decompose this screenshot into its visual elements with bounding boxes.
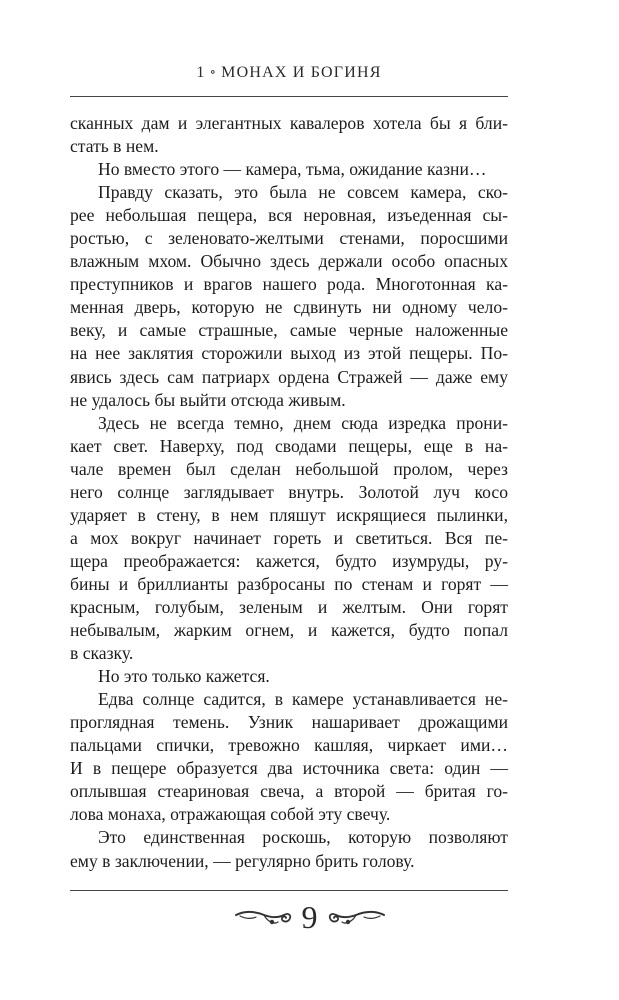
text-line: проглядная темень. Узник нашаривает дрожащими	[70, 712, 508, 733]
text-line: Едва солнце садится, в камере устанавливается не-	[98, 689, 508, 710]
running-header	[70, 64, 508, 82]
text-line: стать в нем.	[70, 136, 159, 157]
text-line: не удалось бы выйти отсюда живым.	[70, 389, 346, 410]
text-line: менная дверь, которую не сдвинуть ни одному чело-	[70, 297, 508, 318]
text-line: бины и бриллианты разбросаны по стенам и горят —	[70, 573, 508, 594]
text-line: оплывшая стеариновая свеча, а второй — бритая го-	[70, 781, 508, 802]
header-rule	[70, 96, 508, 97]
text-line: ему в заключении, — регулярно брить голову.	[70, 850, 415, 871]
text-line: Правду сказать, это была не совсем камера, ско-	[98, 182, 508, 203]
text-line: в сказку.	[70, 643, 134, 664]
text-line: преступников и врагов нашего рода. Многотонная ка-	[70, 274, 508, 295]
header-bullet: ∘	[209, 64, 218, 79]
text-line: ударяет в стену, в нем пляшут искрящиеся пылинки,	[70, 504, 508, 525]
text-line: пальцами спички, тревожно кашляя, чиркает ими…	[70, 735, 508, 756]
text-line: лова монаха, отражающая собой эту свечу.	[70, 804, 391, 825]
text-line: небывалым, жарким огнем, и кажется, будто попал	[70, 620, 508, 641]
folio	[0, 895, 619, 939]
text-line: влажным мхом. Обычно здесь держали особо опасных	[70, 251, 508, 272]
page-number: 9	[301, 899, 318, 935]
text-line: веку, и самые страшные, самые черные наложенные	[70, 320, 508, 341]
text-line: него солнце заглядывает внутрь. Золотой луч косо	[70, 481, 508, 502]
text-line: чале времен был сделан небольшой пролом, через	[70, 458, 508, 479]
body-text	[70, 112, 508, 873]
text-line: Но вместо этого — камера, тьма, ожидание казни…	[98, 159, 487, 180]
text-line: ростью, с зеленовато-желтыми стенами, поросшими	[70, 228, 508, 249]
scroll-ornament-left-icon	[234, 903, 294, 931]
text-line: а мох вокруг начинает гореть и светиться. Вся пе-	[70, 527, 508, 548]
chapter-title: МОНАХ И БОГИНЯ	[221, 64, 382, 81]
text-line: Здесь не всегда темно, днем сюда изредка прони-	[98, 412, 508, 433]
text-line: щера преображается: кажется, будто изумруды, ру-	[70, 550, 508, 571]
text-line: Это единственная роскошь, которую позволяют	[98, 827, 508, 848]
text-line: Но это только кажется.	[98, 666, 270, 687]
text-line: явись здесь сам патриарх ордена Стражей — даже ему	[70, 366, 508, 387]
text-line: сканных дам и элегантных кавалеров хотела бы я бли-	[70, 113, 508, 133]
text-line: кает свет. Наверху, под сводами пещеры, еще в на-	[70, 435, 508, 456]
scroll-ornament-right-icon	[326, 903, 386, 931]
text-line: на нее заклятия сторожили выход из этой пещеры. По-	[70, 343, 508, 364]
text-line: И в пещере образуется два источника света: один —	[70, 758, 508, 779]
text-line: красным, голубым, зеленым и желтым. Они горят	[70, 596, 508, 617]
chapter-number: 1	[196, 64, 206, 81]
footer-rule	[70, 890, 508, 891]
text-line: рее небольшая пещера, вся неровная, изъеденная сы-	[70, 205, 508, 226]
